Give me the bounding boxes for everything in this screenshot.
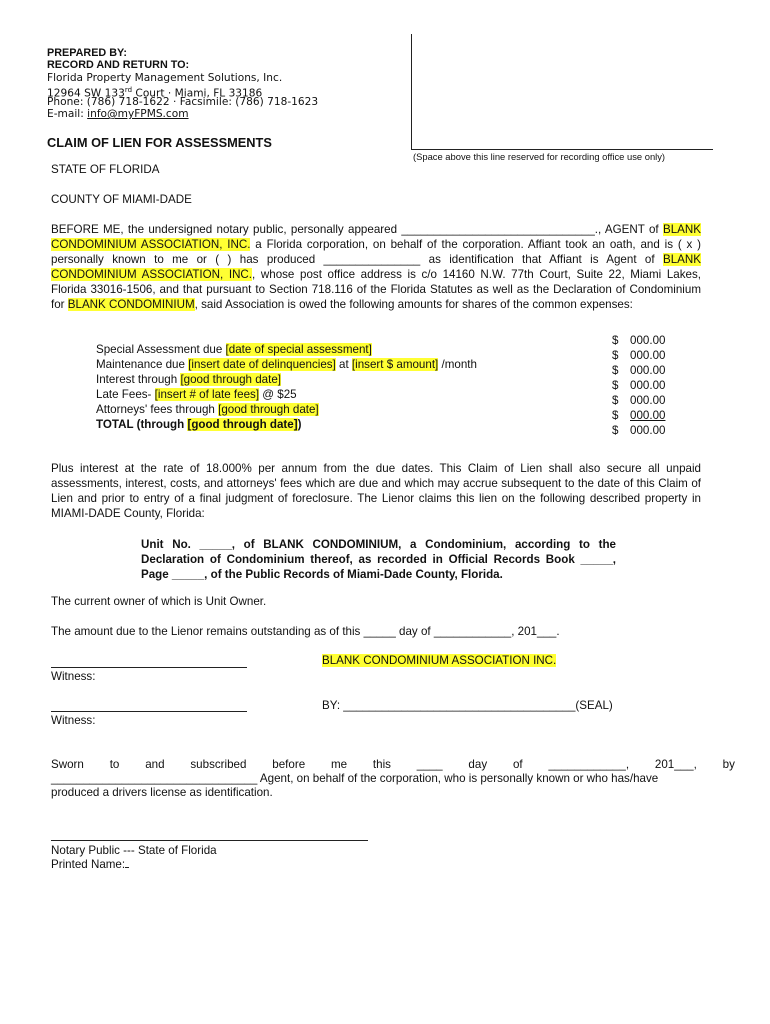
company-phone: Phone: (786) 718-1622 · Facsimile: (786) 718-1623 bbox=[47, 96, 319, 108]
charge-item bbox=[96, 372, 477, 387]
record-return-label: RECORD AND RETURN TO: bbox=[47, 59, 190, 71]
charge-placeholder: [insert date of delinquencies] bbox=[188, 358, 336, 371]
charge-placeholder: [date of special assessment] bbox=[225, 343, 372, 356]
witness2-label: Witness: bbox=[51, 714, 96, 727]
state-line: STATE OF FLORIDA bbox=[51, 163, 160, 176]
association-signature-name: BLANK CONDOMINIUM ASSOCIATION INC. bbox=[322, 654, 557, 667]
charge-label: Maintenance due bbox=[96, 358, 189, 371]
witness2-signature-line[interactable] bbox=[51, 711, 247, 712]
intro-text-3: , whose post office address is c/o 14160 N.W. 77th Court, Suite 22, Miami Lakes, Florida 33016-1506, and that pursuant to Section 718.116 of the Florida Statutes as well as the Declaration of Condominium for bbox=[51, 268, 701, 311]
recording-note: (Space above this line reserved for recording office use only) bbox=[413, 151, 666, 162]
sworn-line-3: produced a drivers license as identification. bbox=[51, 786, 273, 799]
sworn-word: and bbox=[145, 758, 165, 771]
address-suffix: rd bbox=[124, 86, 133, 94]
sworn-word: this bbox=[372, 758, 391, 771]
company-name: Florida Property Management Solutions, Inc. bbox=[47, 72, 283, 84]
legal-description: Unit No. _____, of BLANK CONDOMINIUM, a Condominium, according to the Declaration of Condominium thereof, as recorded in Official Records Book _____, Page _____, of the Public Records of Miami-Dade County, Florida. bbox=[141, 538, 616, 581]
charge-placeholder: [good through date] bbox=[180, 373, 281, 386]
sworn-word: to bbox=[109, 758, 120, 771]
sworn-word: day bbox=[468, 758, 488, 771]
sworn-word: me bbox=[330, 758, 348, 771]
dollar-sign: $ bbox=[612, 424, 619, 437]
amount-row bbox=[612, 378, 665, 393]
association-name-highlight: BLANK CONDOMINIUM ASSOCIATION, INC. bbox=[51, 253, 701, 281]
association-name-highlight: BLANK CONDOMINIUM ASSOCIATION, INC. bbox=[51, 223, 701, 251]
total-placeholder: [good through date] bbox=[187, 418, 298, 431]
charge-label: Interest through bbox=[96, 373, 181, 386]
charge-suffix: /month bbox=[438, 358, 477, 371]
dollar-sign: $ bbox=[612, 394, 619, 407]
amount-value: 000.00 bbox=[630, 424, 666, 437]
amount-value: 000.00 bbox=[630, 334, 666, 347]
charge-connector: at bbox=[335, 358, 352, 371]
charge-placeholder: [insert # of late fees] bbox=[154, 388, 260, 401]
charges-list bbox=[96, 342, 477, 432]
owner-line: The current owner of which is Unit Owner. bbox=[51, 595, 267, 608]
witness1-signature-line[interactable] bbox=[51, 667, 247, 668]
sworn-word: of bbox=[512, 758, 523, 771]
sworn-word: by bbox=[722, 758, 735, 771]
address-city: Court · Miami, FL 33186 bbox=[132, 87, 263, 100]
sworn-line-1 bbox=[51, 757, 735, 772]
condominium-name-highlight: BLANK CONDOMINIUM bbox=[67, 298, 195, 311]
amount-value: 000.00 bbox=[630, 349, 666, 362]
amount-value: 000.00 bbox=[630, 379, 666, 392]
document-title: CLAIM OF LIEN FOR ASSESSMENTS bbox=[47, 135, 272, 150]
prepared-by-label: PREPARED BY: bbox=[47, 47, 127, 59]
company-email bbox=[47, 108, 189, 120]
sworn-word: Sworn bbox=[51, 758, 84, 771]
sworn-line-2: ________________________________ Agent, on behalf of the corporation, who is personally known or who has/have bbox=[51, 772, 659, 785]
intro-text-1: BEFORE ME, the undersigned notary public, personally appeared ______________________________., AGENT of bbox=[51, 223, 663, 236]
dollar-sign: $ bbox=[612, 349, 619, 362]
charge-placeholder: [insert $ amount] bbox=[351, 358, 439, 371]
dollar-sign: $ bbox=[612, 379, 619, 392]
amount-value: 000.00 bbox=[630, 409, 666, 422]
notary-signature-line[interactable] bbox=[51, 840, 368, 841]
printed-name-blank[interactable] bbox=[125, 857, 129, 868]
amount-total-row bbox=[612, 423, 665, 438]
county-line: COUNTY OF MIAMI-DADE bbox=[51, 193, 192, 206]
by-seal-line: BY: ____________________________________(SEAL) bbox=[322, 699, 613, 712]
sworn-word: 201___, bbox=[654, 758, 697, 771]
amount-row bbox=[612, 348, 665, 363]
charge-item bbox=[96, 387, 477, 402]
amount-value: 000.00 bbox=[630, 394, 666, 407]
amounts-column bbox=[612, 333, 665, 438]
email-link[interactable]: info@myFPMS.com bbox=[87, 108, 189, 120]
notary-title: Notary Public --- State of Florida bbox=[51, 844, 217, 857]
charge-item bbox=[96, 357, 477, 372]
email-label: E-mail: bbox=[47, 108, 88, 120]
charge-item bbox=[96, 402, 477, 417]
intro-text-4: , said Association is owed the following amounts for shares of the common expenses: bbox=[194, 298, 633, 311]
dollar-sign: $ bbox=[612, 334, 619, 347]
charge-total bbox=[96, 417, 477, 432]
recording-area-horizontal-line bbox=[411, 149, 713, 150]
amount-row bbox=[612, 363, 665, 378]
recording-area-vertical-line bbox=[411, 34, 412, 150]
charge-suffix: @ $25 bbox=[259, 388, 297, 401]
amount-row bbox=[612, 393, 665, 408]
interest-paragraph: Plus interest at the rate of 18.000% per annum from the due dates. This Claim of Lien shall also secure all unpaid assessments, interest, costs, and attorneys' fees which are due and which may accrue subsequent to the date of this Claim of Lien and prior to entry of a final judgment of foreclosure. The Lienor claims this lien on the following described property in MIAMI-DADE County, Florida: bbox=[51, 462, 701, 520]
charge-label: Late Fees- bbox=[96, 388, 155, 401]
amount-due-line: The amount due to the Lienor remains outstanding as of this _____ day of ____________, 201___. bbox=[51, 625, 560, 638]
total-label: TOTAL (through bbox=[96, 418, 188, 431]
amount-row-underlined bbox=[612, 408, 665, 423]
notary-printed-name bbox=[51, 857, 129, 872]
dollar-sign: $ bbox=[612, 364, 619, 377]
printed-name-label: Printed Name: bbox=[51, 858, 126, 871]
charge-item bbox=[96, 342, 477, 357]
sworn-word: subscribed bbox=[190, 758, 247, 771]
dollar-sign: $ bbox=[612, 409, 619, 422]
sworn-word: ____ bbox=[416, 758, 443, 771]
intro-paragraph bbox=[51, 222, 701, 312]
sworn-word: before bbox=[272, 758, 306, 771]
total-suffix: ) bbox=[297, 418, 302, 431]
amount-row bbox=[612, 333, 665, 348]
charge-label: Special Assessment due bbox=[96, 343, 226, 356]
address-street: 12964 SW 133 bbox=[47, 87, 125, 100]
charge-label: Attorneys' fees through bbox=[96, 403, 219, 416]
witness1-label: Witness: bbox=[51, 670, 96, 683]
sworn-word: ____________, bbox=[548, 758, 630, 771]
amount-value: 000.00 bbox=[630, 364, 666, 377]
intro-text-2: a Florida corporation, on behalf of the corporation. Affiant took an oath, and is ( x ) personally known to me or ( ) has produced _______________ as identification that Affiant is Agent of bbox=[51, 238, 701, 266]
charge-placeholder: [good through date] bbox=[218, 403, 319, 416]
